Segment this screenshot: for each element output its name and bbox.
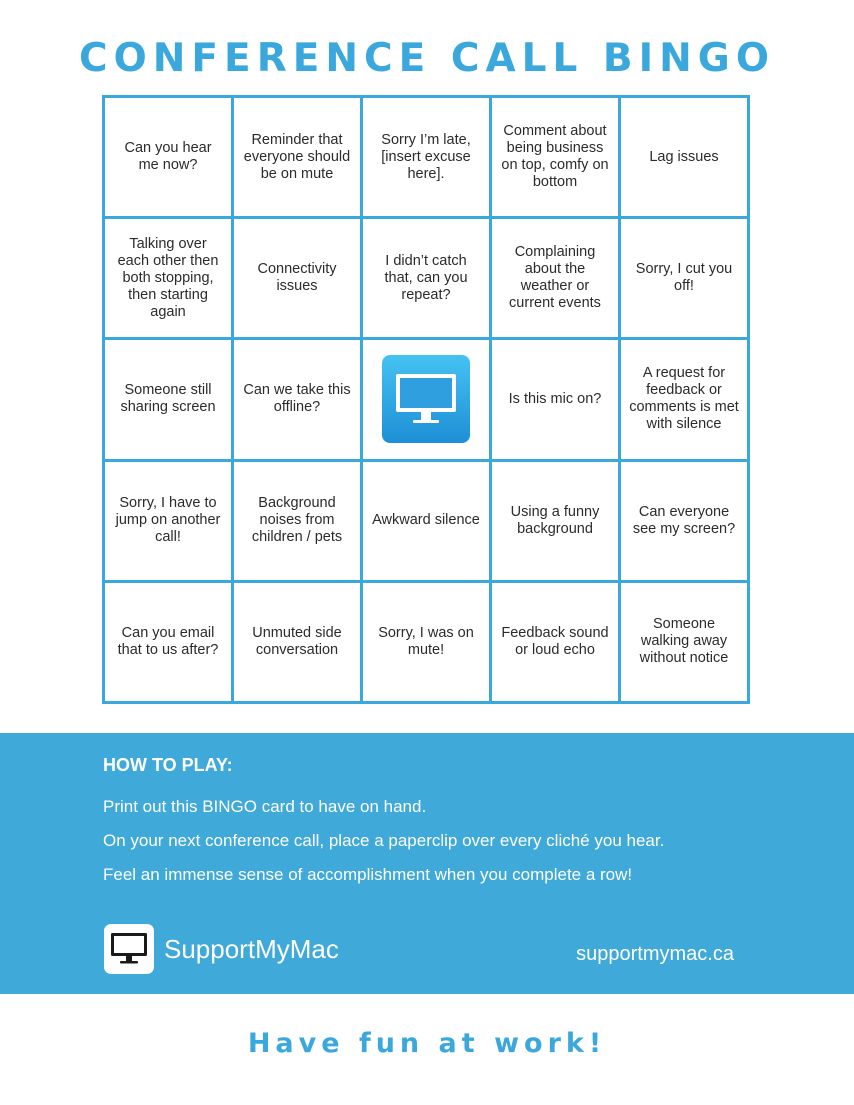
how-to-play-step: On your next conference call, place a paperclip over every cliché you hear.: [103, 831, 665, 850]
bingo-cell[interactable]: Can you email that to us after?: [105, 583, 231, 701]
bingo-cell[interactable]: Sorry I’m late, [insert excuse here].: [363, 98, 489, 216]
bingo-cell[interactable]: A request for feedback or comments is met with silence: [621, 340, 747, 458]
bingo-cell[interactable]: Can we take this offline?: [234, 340, 360, 458]
bingo-cell[interactable]: Complaining about the weather or current events: [492, 219, 618, 337]
bingo-cell[interactable]: Sorry, I was on mute!: [363, 583, 489, 701]
bingo-cell[interactable]: Reminder that everyone should be on mute: [234, 98, 360, 216]
bingo-cell[interactable]: Is this mic on?: [492, 340, 618, 458]
bingo-cell[interactable]: Background noises from children / pets: [234, 462, 360, 580]
bingo-cell[interactable]: Lag issues: [621, 98, 747, 216]
page-title: CONFERENCE CALL BINGO: [79, 36, 775, 81]
monitor-logo-icon: [104, 924, 154, 974]
bingo-cell[interactable]: Unmuted side conversation: [234, 583, 360, 701]
bingo-grid: [102, 95, 750, 704]
bingo-cell[interactable]: Feedback sound or loud echo: [492, 583, 618, 701]
bingo-cell[interactable]: Someone walking away without notice: [621, 583, 747, 701]
bingo-cell[interactable]: Connectivity issues: [234, 219, 360, 337]
website-link[interactable]: supportmymac.ca: [576, 943, 734, 965]
bingo-cell[interactable]: Someone still sharing screen: [105, 340, 231, 458]
brand-name: SupportMyMac: [164, 934, 339, 964]
bingo-cell[interactable]: Using a funny background: [492, 462, 618, 580]
brand-logo[interactable]: [104, 924, 339, 974]
how-to-play-panel: [0, 733, 854, 994]
bingo-cell[interactable]: Sorry, I have to jump on another call!: [105, 462, 231, 580]
bingo-cell[interactable]: Comment about being business on top, comfy on bottom: [492, 98, 618, 216]
how-to-play-step: Feel an immense sense of accomplishment when you complete a row!: [103, 865, 633, 884]
how-to-play-heading: HOW TO PLAY:: [103, 755, 233, 775]
how-to-play-steps: [103, 790, 664, 892]
bingo-cell[interactable]: Sorry, I cut you off!: [621, 219, 747, 337]
computer-monitor-icon: [382, 355, 470, 443]
bingo-cell[interactable]: Can everyone see my screen?: [621, 462, 747, 580]
bingo-cell[interactable]: Can you hear me now?: [105, 98, 231, 216]
how-to-play-step: Print out this BINGO card to have on hand.: [103, 797, 427, 816]
bingo-cell[interactable]: Talking over each other then both stopping, then starting again: [105, 219, 231, 337]
bingo-cell[interactable]: Awkward silence: [363, 462, 489, 580]
tagline: Have fun at work!: [247, 1028, 607, 1059]
bingo-cell[interactable]: I didn’t catch that, can you repeat?: [363, 219, 489, 337]
free-space-cell[interactable]: [363, 340, 489, 458]
